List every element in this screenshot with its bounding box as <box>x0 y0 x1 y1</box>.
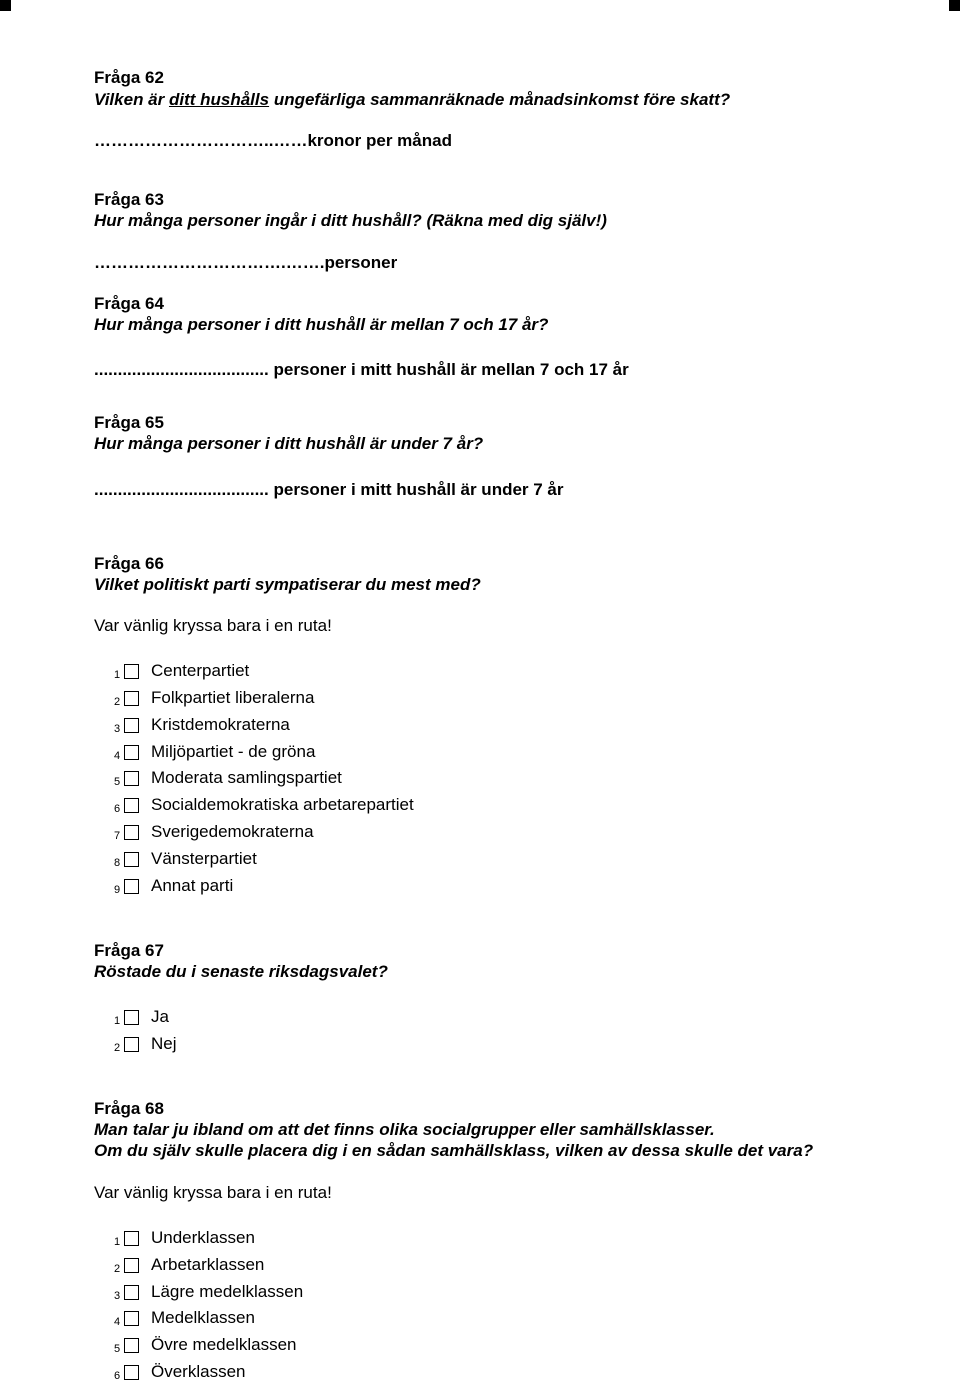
checkbox[interactable] <box>124 1010 139 1025</box>
checkbox[interactable] <box>124 745 139 760</box>
q68-question-line1: Man talar ju ibland om att det finns olika socialgrupper eller samhällsklasser. <box>94 1120 715 1139</box>
q66-option-vansterpartiet[interactable]: 8 Vänsterpartiet <box>114 849 257 869</box>
q68-title: Fråga 68 <box>94 1099 164 1118</box>
checkbox[interactable] <box>124 718 139 733</box>
checkbox[interactable] <box>124 1365 139 1380</box>
checkbox[interactable] <box>124 1037 139 1052</box>
q63-answer-line[interactable]: …………………………….…….personer <box>94 253 398 272</box>
q66-option-sverigedemokraterna[interactable]: 7 Sverigedemokraterna <box>114 822 314 842</box>
q65-question: Hur många personer i ditt hushåll är under 7 år? <box>94 434 484 453</box>
q67-question: Röstade du i senaste riksdagsvalet? <box>94 962 388 981</box>
checkbox[interactable] <box>124 691 139 706</box>
q68-question-line2: Om du själv skulle placera dig i en sådan samhällsklass, vilken av dessa skulle det vara? <box>94 1141 814 1160</box>
checkbox[interactable] <box>124 664 139 679</box>
q68-option-ovre-medelklassen[interactable]: 5 Övre medelklassen <box>114 1335 297 1355</box>
checkbox[interactable] <box>124 1231 139 1246</box>
checkbox[interactable] <box>124 1258 139 1273</box>
q66-option-kristdemokraterna[interactable]: 3 Kristdemokraterna <box>114 715 290 735</box>
q66-option-moderata[interactable]: 5 Moderata samlingspartiet <box>114 768 342 788</box>
corner-mark-left <box>0 0 11 11</box>
q66-title: Fråga 66 <box>94 554 164 573</box>
checkbox[interactable] <box>124 798 139 813</box>
q66-question: Vilket politiskt parti sympatiserar du mest med? <box>94 575 481 594</box>
q63-title: Fråga 63 <box>94 190 164 209</box>
q65-title: Fråga 65 <box>94 413 164 432</box>
q64-question: Hur många personer i ditt hushåll är mellan 7 och 17 år? <box>94 315 549 334</box>
q68-option-medelklassen[interactable]: 4 Medelklassen <box>114 1308 255 1328</box>
q66-option-folkpartiet[interactable]: 2 Folkpartiet liberalerna <box>114 688 315 708</box>
q62-answer-line[interactable]: …………………………..……kronor per månad <box>94 131 452 150</box>
q67-option-ja[interactable]: 1 Ja <box>114 1007 169 1027</box>
q62-question: Vilken är ditt hushålls ungefärliga sammanräknade månadsinkomst före skatt? <box>94 90 731 109</box>
q64-title: Fråga 64 <box>94 294 164 313</box>
checkbox[interactable] <box>124 771 139 786</box>
q68-option-underklassen[interactable]: 1 Underklassen <box>114 1228 255 1248</box>
q66-instruction: Var vänlig kryssa bara i en ruta! <box>94 616 332 635</box>
q62-question-underlined: ditt hushålls <box>168 90 270 109</box>
q66-option-miljopartiet[interactable]: 4 Miljöpartiet - de gröna <box>114 742 316 762</box>
checkbox[interactable] <box>124 879 139 894</box>
q64-answer-line[interactable]: ..................................... personer i mitt hushåll är mellan 7 och 17 år <box>94 360 629 379</box>
q67-title: Fråga 67 <box>94 941 164 960</box>
q66-option-centerpartiet[interactable]: 1 Centerpartiet <box>114 661 250 681</box>
checkbox[interactable] <box>124 825 139 840</box>
corner-mark-right <box>949 0 960 11</box>
q66-option-socialdemokraterna[interactable]: 6 Socialdemokratiska arbetarepartiet <box>114 795 414 815</box>
q67-option-nej[interactable]: 2 Nej <box>114 1034 177 1054</box>
checkbox[interactable] <box>124 1338 139 1353</box>
checkbox[interactable] <box>124 1311 139 1326</box>
q68-option-overklassen[interactable]: 6 Överklassen <box>114 1362 246 1382</box>
q65-answer-line[interactable]: ..................................... personer i mitt hushåll är under 7 år <box>94 480 564 499</box>
q66-option-annat-parti[interactable]: 9 Annat parti <box>114 876 234 896</box>
q63-question: Hur många personer ingår i ditt hushåll? (Räkna med dig själv!) <box>94 211 607 230</box>
checkbox[interactable] <box>124 1285 139 1300</box>
q68-option-lagre-medelklassen[interactable]: 3 Lägre medelklassen <box>114 1282 304 1302</box>
q62-title: Fråga 62 <box>94 68 164 87</box>
q68-instruction: Var vänlig kryssa bara i en ruta! <box>94 1183 332 1202</box>
q68-option-arbetarklassen[interactable]: 2 Arbetarklassen <box>114 1255 265 1275</box>
checkbox[interactable] <box>124 852 139 867</box>
